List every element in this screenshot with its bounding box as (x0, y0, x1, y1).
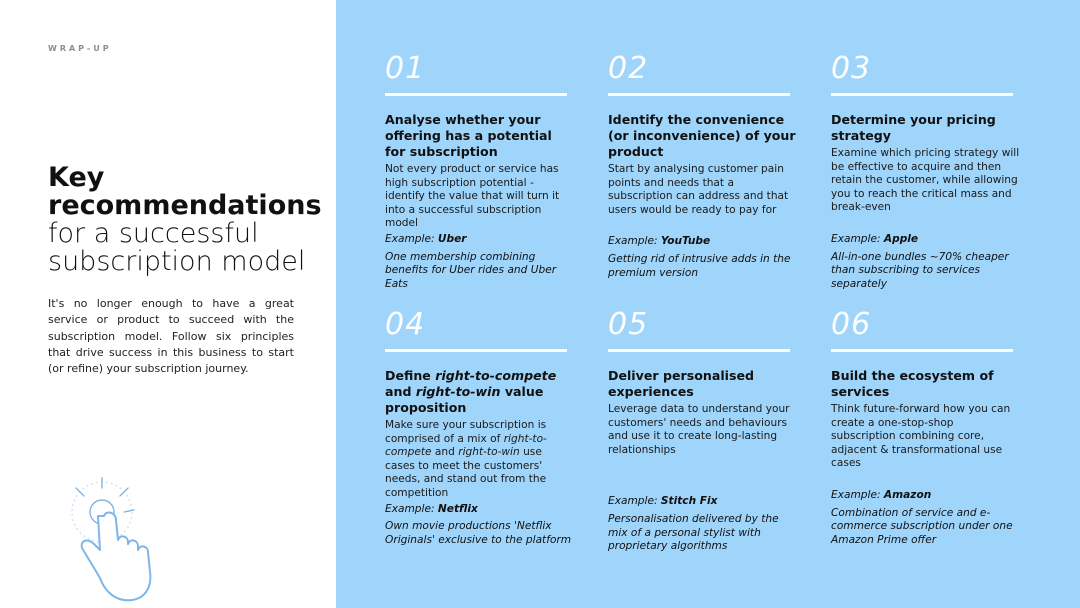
title-bold-line-2: recommendations (48, 190, 322, 221)
card-description: Think future-forward how you can create a one-stop-shop subscription combining core, adjacent & transformational use cases (831, 403, 1011, 470)
card-title: Build the ecosystem of services (831, 368, 994, 399)
page-title (48, 164, 338, 276)
card-description: Make sure your subscription is comprised of a mix of right-to-compete and right-to-win use cases to meet the customers' needs, and stand out from the competition (385, 419, 547, 499)
recommendation-card-05 (608, 308, 798, 554)
card-number: 02 (608, 51, 649, 86)
recommendation-card-06 (831, 308, 1021, 547)
example-brand: Stitch Fix (660, 495, 718, 508)
example-brand: Netflix (437, 502, 478, 515)
card-number: 03 (831, 51, 872, 86)
card-example: Example: Apple (831, 232, 919, 245)
card-example-description: Own movie productions 'Netflix Originals' exclusive to the platform (385, 520, 572, 546)
card-number: 06 (831, 307, 872, 342)
example-brand: Apple (883, 232, 919, 245)
card-title: Define right-to-compete and right-to-win value proposition (385, 368, 557, 415)
card-title: Deliver personalised experiences (608, 368, 755, 399)
title-bold-line-1: Key (48, 162, 105, 193)
card-example-description: Combination of service and e-commerce subscription under one Amazon Prime offer (831, 506, 1013, 546)
card-description: Not every product or service has high subscription potential - identify the value that will turn it into a successful subscription model (385, 163, 560, 230)
card-number: 05 (608, 307, 649, 342)
card-example-description: Getting rid of intrusive adds in the premium version (608, 252, 791, 279)
recommendation-card-04 (385, 308, 575, 547)
recommendation-card-03 (831, 52, 1021, 291)
card-number: 01 (385, 51, 426, 86)
card-divider (608, 93, 790, 96)
title-light-line-1: for a successful (48, 218, 259, 249)
card-description: Start by analysing customer pain points and needs that a subscription can address and that users would be ready to pay for (608, 163, 789, 216)
recommendation-card-02 (608, 52, 798, 280)
card-example-description: One membership combining benefits for Uber rides and Uber Eats (385, 250, 557, 290)
card-title: Analyse whether your offering has a potential for subscription (385, 112, 552, 159)
example-brand: Uber (437, 232, 467, 245)
example-brand: YouTube (660, 235, 711, 248)
card-example-description: Personalisation delivered by the mix of a personal stylist with proprietary algorithms (608, 512, 779, 553)
title-light-line-2: subscription model (48, 246, 306, 277)
hand-touch-icon (60, 470, 170, 608)
left-panel (0, 0, 336, 608)
card-divider (831, 93, 1013, 96)
section-eyebrow: WRAP-UP (48, 44, 112, 53)
intro-paragraph: It's no longer enough to have a great service or product to succeed with the subscription model. Follow six principles that drive success in this business to start (or refine) your subscription journey. (48, 297, 294, 376)
card-description: Leverage data to understand your customers' needs and behaviours and use it to create long-lasting relationships (608, 403, 790, 456)
recommendation-card-01 (385, 52, 575, 291)
card-title: Determine your pricing strategy (831, 112, 996, 143)
card-description: Examine which pricing strategy will be effective to acquire and then retain the customer, while allowing you to reach the critical mass and break-even (831, 147, 1020, 214)
card-divider (831, 349, 1013, 352)
card-example: Example: YouTube (608, 235, 711, 248)
card-number: 04 (385, 307, 426, 342)
card-divider (608, 349, 790, 352)
card-title: Identify the convenience (or inconvenience) of your product (608, 112, 796, 159)
card-divider (385, 349, 567, 352)
card-example-description: All-in-one bundles ~70% cheaper than subscribing to services separately (831, 250, 1009, 290)
example-brand: Amazon (883, 488, 932, 501)
card-example: Example: Stitch Fix (608, 495, 718, 508)
card-divider (385, 93, 567, 96)
card-example: Example: Amazon (831, 488, 932, 501)
card-example: Example: Uber (385, 232, 467, 245)
card-example: Example: Netflix (385, 502, 478, 515)
